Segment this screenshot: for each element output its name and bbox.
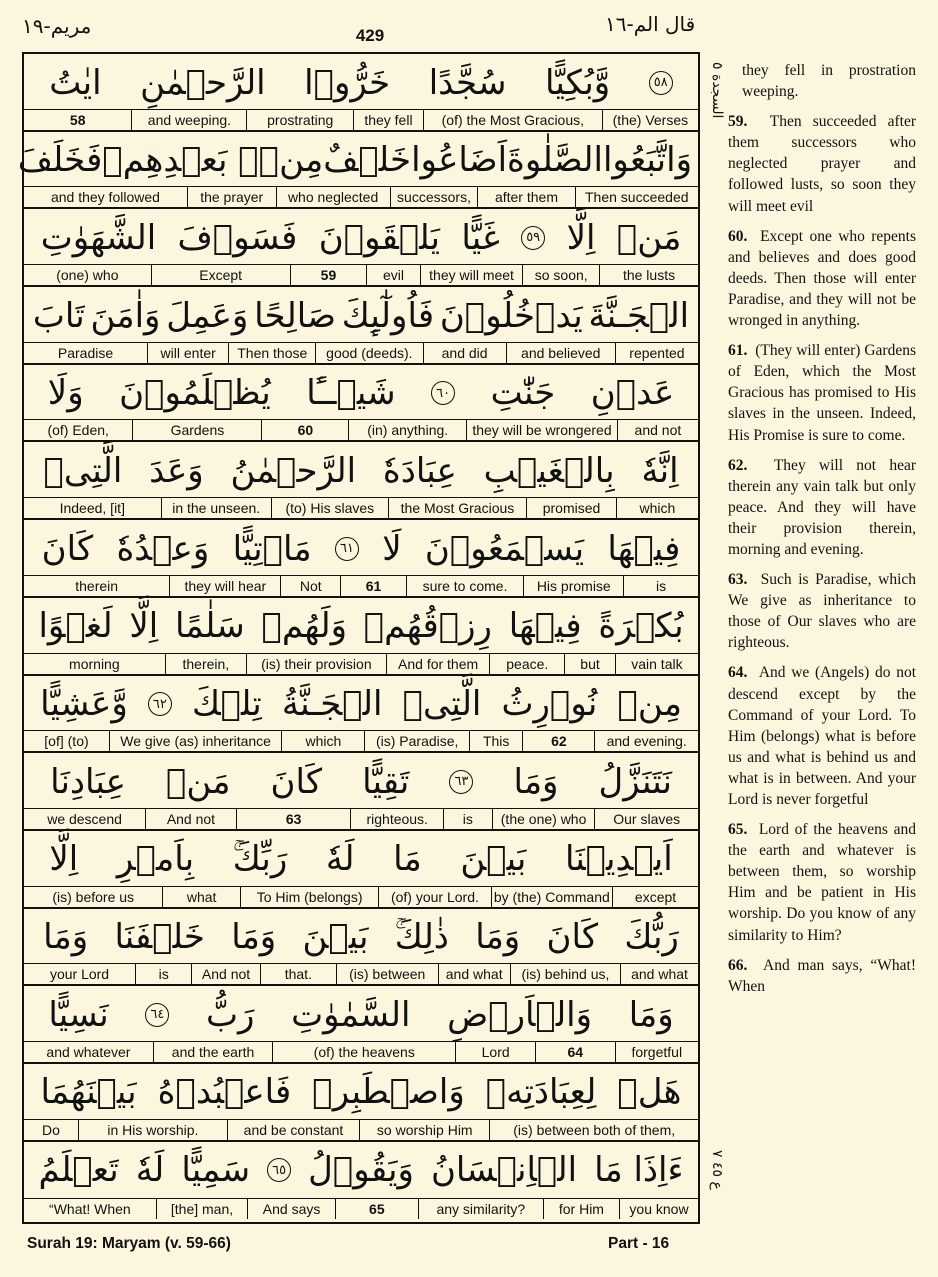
- arabic-word: الَّتِىۡ: [43, 450, 123, 491]
- arabic-line: [24, 831, 698, 888]
- arabic-word: تَابَ: [32, 295, 85, 336]
- arabic-word: وَّبُكِيًّا: [544, 62, 611, 103]
- arabic-word: وَلَا: [47, 373, 84, 414]
- verse-translation: [728, 662, 916, 810]
- word-translation: (of) the Most Gracious,: [423, 110, 602, 130]
- verse-block: [24, 753, 698, 831]
- word-translation: vain talk: [615, 654, 698, 674]
- word-translation: will enter: [147, 343, 228, 363]
- word-translation: prostrating: [246, 110, 353, 130]
- word-translation: (is) behind us,: [510, 964, 620, 984]
- arabic-word: رِزۡقُهُمۡ: [363, 606, 492, 647]
- translation-line: [24, 1119, 698, 1140]
- word-translation: therein,: [165, 654, 246, 674]
- word-translation: And not: [191, 964, 260, 984]
- word-translation: (is) between both of them,: [489, 1120, 698, 1140]
- word-translation: but: [564, 654, 615, 674]
- verse-number: 63.: [728, 571, 748, 589]
- word-translation: so soon,: [522, 265, 599, 285]
- verse-number: 60: [261, 420, 348, 440]
- word-translation: And says: [247, 1199, 335, 1219]
- ayah-marker: ٦١: [335, 537, 359, 561]
- translation-line: [24, 575, 698, 596]
- verse-text: And we (Angels) do not descend except by the Command of your Lord. To Him (belongs) what is before us and what is behind us and what is in between. And your Lord is never forgetful: [728, 664, 916, 808]
- verse-number: 65: [335, 1199, 418, 1219]
- word-translation: by (the) Command: [491, 887, 613, 907]
- arabic-word: اَضَاعُوا: [411, 140, 508, 181]
- arabic-word: جَنّٰتِ: [490, 373, 556, 414]
- translation-line: [24, 1198, 698, 1219]
- verse-block: [24, 909, 698, 987]
- arabic-word: بِاَمۡرِ: [116, 839, 195, 880]
- word-translation: and weeping.: [131, 110, 246, 130]
- page-header: [0, 0, 938, 52]
- word-translation: To Him (belongs): [240, 887, 378, 907]
- word-translation: you know: [619, 1199, 698, 1219]
- arabic-word: مِنۡۢ بَعۡدِهِمۡ: [102, 140, 324, 181]
- word-translation: promised: [526, 498, 616, 518]
- verse-block: [24, 287, 698, 365]
- verse-block: [24, 598, 698, 676]
- arabic-word: الشَّهَوٰتِ: [40, 217, 157, 258]
- sajdah-marker: السجدة ٥: [709, 62, 725, 119]
- verse-block: [24, 986, 698, 1064]
- arabic-word: سَلٰمًا: [175, 606, 245, 647]
- arabic-word: تَقِيًّا: [362, 761, 410, 802]
- verse-translation: [728, 955, 916, 997]
- verse-number: 62.: [728, 456, 748, 474]
- word-translation: Do: [42, 1121, 60, 1138]
- arabic-word: لِعِبَادَتِهٖ: [485, 1072, 597, 1113]
- arabic-line: [24, 209, 698, 266]
- word-translation: (is) before us: [52, 888, 135, 905]
- arabic-line: [24, 676, 698, 733]
- verse-block: [24, 209, 698, 287]
- word-translation: so worship Him: [359, 1120, 489, 1140]
- arabic-word: بَيۡنَ: [302, 917, 369, 958]
- arabic-word: مِنۡ: [617, 684, 682, 724]
- word-translation: evil: [366, 265, 419, 285]
- juz-header: قال الم-١٦: [605, 12, 696, 36]
- arabic-line: [24, 1064, 698, 1121]
- arabic-word: يَلۡقَوۡنَ: [318, 217, 440, 258]
- arabic-line: [24, 520, 698, 577]
- arabic-word: نَسِيًّا: [48, 994, 109, 1035]
- verse-text: Lord of the heavens and the earth and whatever is between them, so worship Him and be patient in His worship. Do you know of any similarity to Him?: [728, 821, 917, 944]
- arabic-line: [24, 909, 698, 966]
- translation-line: [24, 730, 698, 751]
- arabic-line: [24, 54, 698, 111]
- arabic-line: [24, 598, 698, 655]
- word-translation: in the unseen.: [161, 498, 271, 518]
- verse-block: [24, 520, 698, 598]
- verse-block: [24, 442, 698, 520]
- ayah-marker: ٦٥: [267, 1158, 291, 1182]
- arabic-word: عِبَادِنَا: [50, 761, 126, 802]
- ruku-marker: ع ٤٥ ٧: [709, 1150, 725, 1190]
- word-translation: they will meet: [420, 265, 523, 285]
- word-translation: is: [443, 809, 492, 829]
- word-translation: (of) the heavens: [272, 1042, 455, 1062]
- verse-number: 65.: [728, 821, 748, 839]
- word-translation: is: [623, 576, 698, 596]
- verse-number: 61.: [728, 342, 748, 360]
- word-translation: Except: [151, 265, 290, 285]
- arabic-word: سُجَّدًا: [428, 62, 507, 103]
- verse-block: [17, 132, 698, 210]
- verse-number: 66.: [728, 956, 748, 974]
- arabic-word: خَلۡفٌ: [323, 140, 412, 181]
- word-by-word-panel: [17, 52, 700, 1224]
- word-translation: Then succeeded: [575, 187, 698, 207]
- word-translation: for Him: [543, 1199, 619, 1219]
- ayah-marker: ٦٢: [148, 692, 172, 716]
- arabic-word: فَخَلَفَ: [17, 140, 103, 181]
- arabic-word: مَا: [393, 839, 422, 880]
- arabic-word: وَعَمِلَ: [166, 295, 249, 336]
- arabic-word: عِبَادَهٗ: [382, 450, 457, 491]
- arabic-word: الَّتِىۡ: [402, 684, 482, 724]
- arabic-word: ايٰتُ: [49, 62, 102, 103]
- word-translation: (to) His slaves: [271, 498, 388, 518]
- verse-text: Such is Paradise, which We give as inheritance to those of Our slaves who are righteous.: [728, 571, 917, 652]
- arabic-word: وَاٰمَنَ: [90, 295, 161, 336]
- arabic-word: غَيًّا: [461, 217, 500, 258]
- word-translation: your Lord: [49, 966, 110, 983]
- word-translation: they will hear: [169, 576, 280, 596]
- arabic-word: عَدۡنِ: [590, 373, 675, 414]
- arabic-word: وَمَا: [628, 994, 674, 1035]
- arabic-word: لَا: [382, 528, 402, 569]
- verse-block: [24, 1064, 698, 1142]
- word-translation: morning: [69, 655, 120, 672]
- verse-block: [24, 54, 698, 132]
- word-translation: we descend: [47, 810, 122, 827]
- arabic-word: بِالۡغَيۡبِ: [483, 450, 615, 491]
- verse-number: 61: [340, 576, 406, 596]
- arabic-word: الرَّحۡمٰنِ: [140, 62, 266, 103]
- arabic-word: فِيۡهَا: [508, 606, 582, 647]
- arabic-word: مَنۡ: [616, 217, 682, 258]
- word-translation: [of] (to): [44, 733, 89, 750]
- ayah-marker: ٥٩: [521, 226, 545, 250]
- arabic-word: صَالِحًا: [254, 295, 337, 336]
- word-translation: (the) Verses: [602, 110, 698, 130]
- ayah-marker: ٦٠: [431, 381, 455, 405]
- translation-line: [24, 497, 698, 518]
- verse-text: they fell in prostration weeping.: [742, 62, 916, 101]
- word-translation: peace.: [489, 654, 564, 674]
- word-translation: they fell: [353, 110, 423, 130]
- verse-text: Except one who repents and believes and does good deeds. Then those will enter Paradise, and they will not be wronged in anything.: [728, 227, 916, 330]
- word-translation: righteous.: [350, 809, 442, 829]
- arabic-word: وَّعَشِيًّا: [40, 684, 128, 724]
- word-translation: and believed: [506, 343, 615, 363]
- verse-number: 58: [69, 111, 86, 128]
- word-translation: Lord: [455, 1042, 535, 1062]
- translation-line: [24, 419, 698, 440]
- translation-line: [24, 886, 698, 907]
- translation-line: [24, 264, 698, 285]
- word-translation: who neglected: [276, 187, 390, 207]
- arabic-word: تَعۡلَمُ: [38, 1150, 119, 1191]
- word-translation: “What! When: [49, 1201, 131, 1218]
- word-translation: Paradise: [57, 344, 114, 361]
- word-translation: (of) Eden,: [47, 422, 109, 439]
- word-translation: in His worship.: [78, 1120, 227, 1140]
- arabic-word: سَمِيًّا: [181, 1150, 251, 1191]
- word-translation: His promise: [523, 576, 623, 596]
- word-translation: And not: [145, 809, 236, 829]
- word-translation: We give (as) inheritance: [109, 731, 281, 751]
- word-translation: (is) between: [336, 964, 438, 984]
- word-translation: [the] man,: [156, 1199, 247, 1219]
- verse-text: They will not hear therein any vain talk but only peace. And they will have their provision therein, morning and evening.: [728, 456, 916, 558]
- arabic-word: كَانَ: [41, 528, 94, 569]
- arabic-word: نَتَنَزَّلُ: [598, 761, 672, 802]
- word-translation: the lusts: [599, 265, 698, 285]
- arabic-word: بُكۡرَةً: [598, 606, 684, 647]
- arabic-word: فَاُولٰٓٮِٕكَ: [341, 295, 435, 336]
- arabic-word: الۡجَـنَّةُ: [281, 684, 383, 724]
- word-translation: Indeed, [it]: [59, 500, 125, 517]
- word-translation: they will be wrongered: [466, 420, 617, 440]
- word-translation: Then those: [228, 343, 315, 363]
- verse-translation: [728, 569, 916, 653]
- word-translation: repented: [615, 343, 698, 363]
- arabic-word: شَيۡــًٔا: [306, 373, 396, 414]
- verse-text: (They will enter) Gardens of Eden, which the Most Gracious has promised to His slaves in the unseen. Indeed, His Promise is sure to come.: [728, 342, 916, 444]
- arabic-word: وَاتَّبَعُوا: [602, 140, 692, 181]
- word-translation: (in) anything.: [348, 420, 466, 440]
- arabic-line: [17, 132, 698, 189]
- translation-line: [24, 653, 698, 674]
- ayah-marker: ٦٣: [449, 770, 473, 794]
- translation-line: [24, 342, 698, 363]
- arabic-word: نُوۡرِثُ: [501, 684, 598, 724]
- word-translation: which: [281, 731, 364, 751]
- arabic-line: [24, 287, 698, 344]
- arabic-word: مَاۡتِيًّا: [232, 528, 312, 569]
- arabic-word: يَسۡمَعُوۡنَ: [424, 528, 585, 569]
- word-translation: any similarity?: [418, 1199, 543, 1219]
- word-translation: after them: [477, 187, 574, 207]
- arabic-line: [24, 365, 698, 422]
- translation-column: [728, 60, 916, 1006]
- verse-number: 63: [236, 809, 351, 829]
- arabic-word: اِلَّا: [566, 217, 596, 258]
- word-translation: except: [612, 887, 698, 907]
- word-translation: and they followed: [50, 189, 160, 206]
- arabic-line: [24, 753, 698, 810]
- word-translation: good (deeds).: [315, 343, 422, 363]
- word-translation: and be constant: [227, 1120, 359, 1140]
- arabic-word: ءَاِذَا مَا: [594, 1150, 684, 1191]
- word-translation: what: [162, 887, 239, 907]
- verse-block: [24, 1142, 698, 1220]
- word-translation: and what: [620, 964, 698, 984]
- page-footer: [22, 1235, 700, 1259]
- arabic-word: وَمَا: [43, 917, 89, 958]
- arabic-word: كَانَ: [546, 917, 599, 958]
- verse-number: 62: [522, 731, 594, 751]
- arabic-word: هَلۡ: [617, 1072, 682, 1113]
- arabic-word: يُظۡلَمُوۡنَ: [119, 373, 271, 414]
- arabic-word: الۡجَـنَّةَ: [588, 295, 690, 336]
- verse-translation: [728, 340, 916, 445]
- arabic-word: كَانَ: [270, 761, 323, 802]
- word-translation: and what: [438, 964, 510, 984]
- arabic-word: وَمَا: [513, 761, 559, 802]
- verse-text: Then succeeded after them successors who neglected prayer and followed lusts, so soon they will meet evil: [728, 113, 917, 215]
- verse-block: [24, 365, 698, 443]
- translation-line: [24, 963, 698, 984]
- word-translation: and the earth: [153, 1042, 272, 1062]
- arabic-word: رَبِّكَ‌ۚ: [232, 839, 288, 880]
- word-translation: the prayer: [187, 187, 276, 207]
- verse-translation: [728, 60, 916, 102]
- word-translation: and did: [423, 343, 506, 363]
- word-translation: is: [135, 964, 191, 984]
- page-number: 429: [355, 26, 385, 45]
- surah-header: مريم-١٩: [22, 14, 92, 38]
- arabic-word: لَهٗ: [325, 839, 355, 880]
- arabic-word: السَّمٰوٰتِ: [291, 994, 411, 1035]
- word-translation: the Most Gracious: [388, 498, 526, 518]
- arabic-word: خَرُّوۡا: [304, 62, 391, 103]
- verse-translation: [728, 819, 916, 946]
- arabic-word: رَبُّكَ: [624, 917, 679, 958]
- word-translation: This: [469, 731, 522, 751]
- verse-translation: [728, 226, 916, 331]
- footer-part: Part - 16: [608, 1235, 670, 1252]
- verse-translation: [728, 455, 916, 560]
- word-translation: Gardens: [132, 420, 261, 440]
- verse-number: 59: [290, 265, 367, 285]
- word-translation: sure to come.: [406, 576, 524, 596]
- arabic-word: اِلَّا: [49, 839, 79, 880]
- arabic-word: الرَّحۡمٰنُ: [230, 450, 357, 491]
- arabic-word: اِلَّا: [129, 606, 159, 647]
- arabic-word: لَغۡوًا: [38, 606, 113, 647]
- verse-number: 60.: [728, 227, 748, 245]
- verse-text: And man says, “What! When: [728, 956, 916, 995]
- word-translation: that.: [260, 964, 336, 984]
- arabic-word: وَالۡاَرۡضِ: [447, 994, 593, 1035]
- arabic-word: فَسَوۡفَ: [177, 217, 298, 258]
- word-translation: therein: [75, 577, 119, 594]
- word-translation: (the one) who: [492, 809, 595, 829]
- verse-number: 64.: [728, 664, 748, 682]
- arabic-word: فِيۡهَا: [607, 528, 681, 569]
- arabic-word: وَمَا: [231, 917, 277, 958]
- arabic-word: لَهٗ: [135, 1150, 165, 1191]
- word-translation: and whatever: [46, 1043, 131, 1060]
- arabic-word: وَيَقُوۡلُ: [308, 1150, 414, 1191]
- arabic-line: [24, 1142, 698, 1199]
- word-translation: forgetful: [615, 1042, 698, 1062]
- word-translation: (is) their provision: [246, 654, 386, 674]
- arabic-line: [24, 442, 698, 499]
- word-translation: which: [616, 498, 698, 518]
- arabic-word: وَاصۡطَبِرۡ: [312, 1072, 465, 1113]
- arabic-word: ذٰلِكَ‌ۚ: [394, 917, 449, 958]
- arabic-word: اِنَّهٗ: [641, 450, 679, 491]
- word-translation: (one) who: [56, 267, 119, 284]
- arabic-word: وَمَا: [475, 917, 521, 958]
- footer-surah: Surah 19: Maryam (v. 59-66): [27, 1235, 231, 1252]
- arabic-word: وَلَهُمۡ: [261, 606, 347, 647]
- verse-number: 59.: [728, 113, 748, 131]
- verse-translation: [728, 111, 916, 216]
- arabic-word: مَنۡ: [166, 761, 231, 802]
- translation-line: [24, 808, 698, 829]
- translation-line: [24, 186, 698, 207]
- word-translation: Not: [280, 576, 340, 596]
- word-translation: Our slaves: [594, 809, 698, 829]
- arabic-line: [24, 986, 698, 1043]
- arabic-word: بَيۡنَهُمَا: [40, 1072, 137, 1113]
- word-translation: successors,: [390, 187, 478, 207]
- arabic-word: بَيۡنَ: [460, 839, 527, 880]
- word-translation: and not: [617, 420, 698, 440]
- verse-number: 64: [535, 1042, 615, 1062]
- word-translation: And for them: [386, 654, 490, 674]
- arabic-word: فَاعۡبُدۡهُ: [157, 1072, 292, 1113]
- verse-block: [24, 831, 698, 909]
- ayah-marker: ٦٤: [145, 1003, 169, 1027]
- arabic-word: خَلۡفَنَا: [114, 917, 205, 958]
- arabic-word: الۡاِنۡسَانُ: [430, 1150, 578, 1191]
- word-translation: and evening.: [594, 731, 698, 751]
- arabic-word: اَيۡدِيۡنَا: [565, 839, 673, 880]
- arabic-word: تِلۡكَ: [191, 684, 262, 724]
- arabic-word: وَعَدَ: [149, 450, 204, 491]
- arabic-word: وَعۡدُهٗ: [116, 528, 210, 569]
- translation-line: [24, 1041, 698, 1062]
- ayah-marker: ٥٨: [649, 71, 673, 95]
- verse-block: [24, 676, 698, 754]
- word-translation: (of) your Lord.: [378, 887, 490, 907]
- word-translation: (is) Paradise,: [364, 731, 469, 751]
- translation-line: [24, 109, 698, 130]
- arabic-word: الصَّلٰوةَ: [507, 140, 603, 181]
- arabic-word: يَدۡخُلُوۡنَ: [439, 295, 583, 336]
- arabic-word: رَبُّ: [206, 994, 255, 1035]
